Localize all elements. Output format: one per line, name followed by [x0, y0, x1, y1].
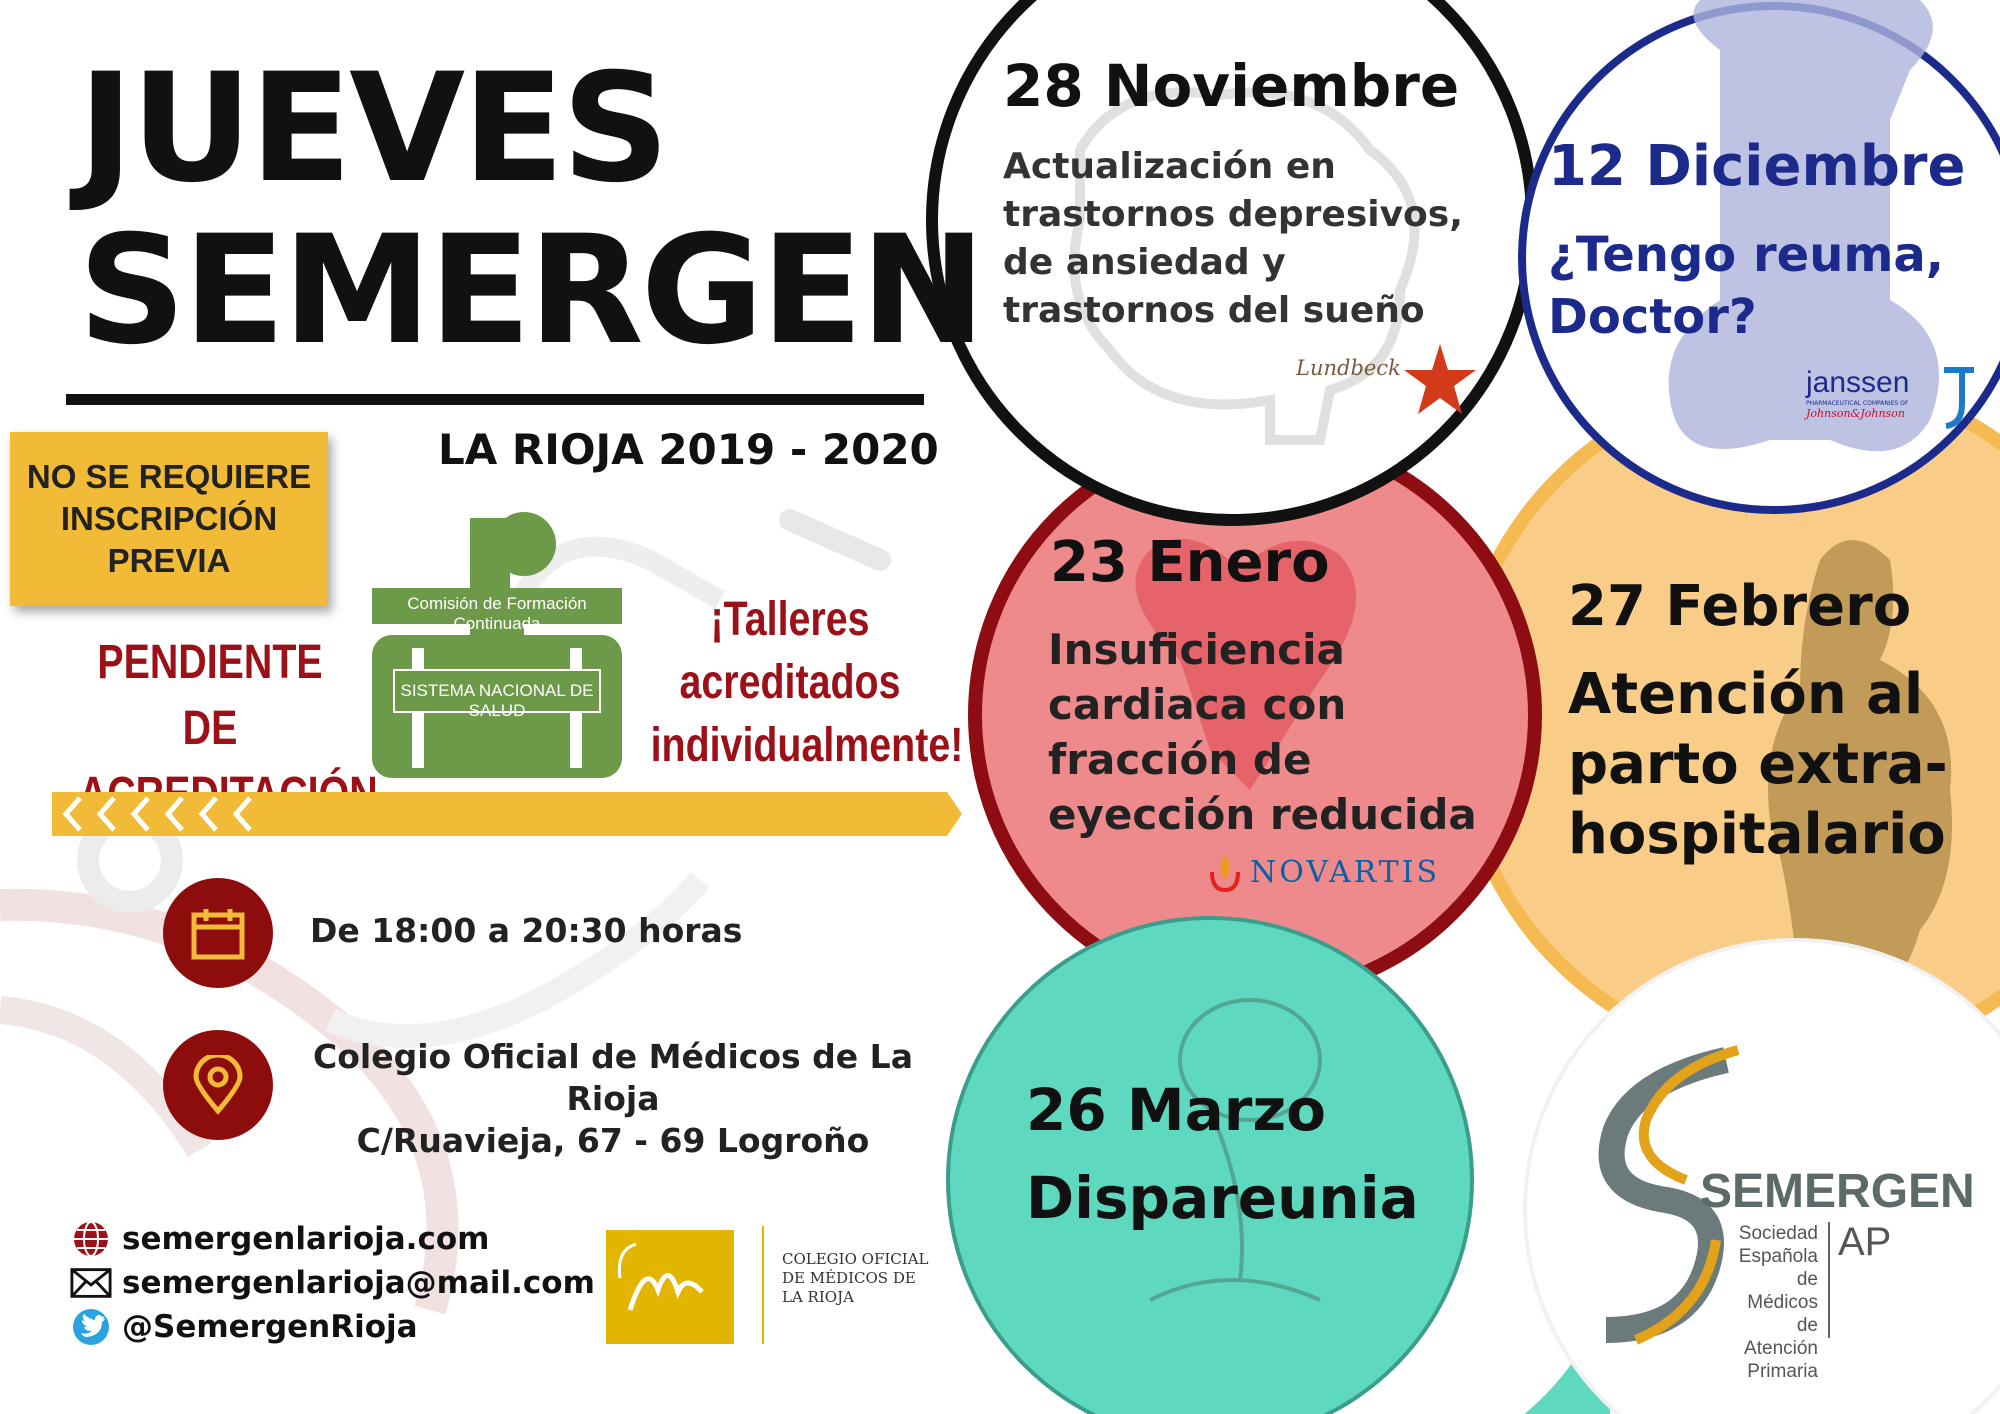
event-date-mar: 26 Marzo — [1026, 1076, 1326, 1144]
semergen-logo-desc — [1722, 1222, 1818, 1383]
event-date-feb: 27 Febrero — [1568, 574, 1912, 639]
semergen-desc-line-1: Sociedad — [1738, 1223, 1818, 1244]
lundbeck-logo — [1296, 356, 1401, 380]
notice-line-3: PREVIA — [107, 542, 231, 579]
accredited-workshops — [650, 588, 964, 777]
website-link[interactable] — [70, 1218, 489, 1260]
janssen-text: janssen — [1806, 366, 1910, 399]
no-registration-notice — [10, 432, 328, 606]
twitter-link[interactable] — [70, 1306, 418, 1348]
semergen-logo-divider — [1828, 1222, 1830, 1338]
globe-icon — [70, 1218, 112, 1260]
notice-line-1: NO SE REQUIERE — [26, 458, 312, 495]
website-text[interactable]: semergenlarioja.com — [122, 1221, 490, 1257]
event-topic-jan-line-2: cardiaca con — [1048, 680, 1347, 729]
mail-icon — [70, 1262, 112, 1304]
title-line-1: JUEVES — [78, 42, 667, 216]
workshops-line-2: acreditados — [679, 656, 901, 709]
colegio-line-1: COLEGIO OFICIAL — [782, 1250, 929, 1268]
event-topic-nov-line-1: Actualización en — [1003, 146, 1336, 187]
event-topic-dec — [1548, 224, 1944, 348]
page-title — [78, 42, 983, 378]
twitter-icon — [70, 1306, 112, 1348]
event-topic-jan-line-3: fracción de — [1048, 735, 1312, 784]
notice-line-2: INSCRIPCIÓN — [60, 500, 278, 537]
event-topic-feb-line-2: parto extra- — [1568, 732, 1948, 797]
semergen-desc-line-4: de Atención — [1744, 1315, 1818, 1359]
workshops-line-3: individualmente! — [650, 719, 964, 772]
event-date-nov: 28 Noviembre — [1003, 52, 1460, 120]
event-topic-feb-line-3: hospitalario — [1568, 802, 1946, 867]
event-topic-jan-line-4: eyección reducida — [1048, 790, 1477, 839]
schedule-text: De 18:00 a 20:30 horas — [310, 911, 743, 950]
event-topic-nov-line-4: trastornos del sueño — [1003, 290, 1425, 331]
venue-line-2: C/Ruavieja, 67 - 69 Logroño — [356, 1121, 870, 1160]
event-topic-nov-line-2: trastornos depresivos, — [1003, 194, 1463, 235]
subtitle: LA RIOJA 2019 - 2020 — [438, 425, 939, 474]
title-line-2: SEMERGEN — [78, 204, 983, 378]
colegio-logo-text — [782, 1250, 952, 1307]
twitter-text[interactable]: @SemergenRioja — [122, 1309, 418, 1345]
event-topic-mar: Dispareunia — [1026, 1164, 1419, 1232]
starfish-icon — [1400, 340, 1480, 420]
lundbeck-text: Lundbeck — [1296, 356, 1401, 380]
semergen-desc-line-3: de Médicos — [1747, 1269, 1818, 1313]
calendar-icon — [190, 905, 246, 961]
event-topic-nov — [1003, 143, 1463, 335]
event-topic-feb — [1568, 660, 1948, 870]
event-topic-nov-line-3: de ansiedad y — [1003, 242, 1286, 283]
arrow-banner — [52, 792, 962, 836]
colegio-line-3: LA RIOJA — [782, 1288, 854, 1306]
colegio-logo-mark — [606, 1230, 734, 1344]
cfc-bottom-label: SISTEMA NACIONAL DE SALUD — [400, 681, 594, 720]
event-topic-jan-line-1: Insuficiencia — [1048, 625, 1345, 674]
semergen-logo-name: SEMERGEN — [1700, 1165, 1975, 1218]
event-date-dec: 12 Diciembre — [1548, 134, 1966, 199]
semergen-desc-line-5: Primaria — [1747, 1361, 1818, 1382]
semergen-desc-line-2: Española — [1738, 1246, 1818, 1267]
event-date-jan: 23 Enero — [1050, 530, 1330, 595]
janssen-subtext: PHARMACEUTICAL COMPANIES OF — [1806, 400, 1909, 407]
cfc-top-label: Comisión de Formación Continuada — [407, 594, 587, 633]
event-topic-jan — [1048, 622, 1477, 842]
colegio-line-2: DE MÉDICOS DE — [782, 1269, 916, 1287]
event-topic-dec-line-1: ¿Tengo reuma, — [1548, 227, 1945, 283]
calendar-icon-badge — [163, 878, 273, 988]
event-topic-feb-line-1: Atención al — [1568, 662, 1924, 727]
title-underline — [66, 394, 924, 405]
location-pin-icon — [190, 1055, 246, 1115]
event-topic-dec-line-2: Doctor? — [1548, 289, 1757, 345]
janssen-jnj-text: Johnson&Johnson — [1806, 407, 1905, 420]
workshops-line-1: ¡Talleres — [710, 593, 870, 646]
venue-text — [302, 1036, 924, 1162]
cfc-logo — [372, 510, 622, 778]
semergen-logo — [1576, 1040, 1976, 1382]
colegio-logo-divider — [762, 1226, 764, 1344]
venue-line-1: Colegio Oficial de Médicos de La Rioja — [313, 1037, 913, 1118]
novartis-flame-icon — [1208, 852, 1242, 892]
novartis-text: NOVARTIS — [1250, 854, 1441, 890]
accreditation-line-1: PENDIENTE DE — [97, 636, 323, 755]
janssen-mark-icon — [1938, 364, 1978, 434]
email-link[interactable] — [70, 1262, 595, 1304]
semergen-logo-suffix: AP — [1838, 1220, 1892, 1264]
location-icon-badge — [163, 1030, 273, 1140]
janssen-logo — [1806, 366, 1956, 420]
email-text[interactable]: semergenlarioja@mail.com — [122, 1265, 595, 1301]
novartis-logo — [1208, 852, 1440, 892]
